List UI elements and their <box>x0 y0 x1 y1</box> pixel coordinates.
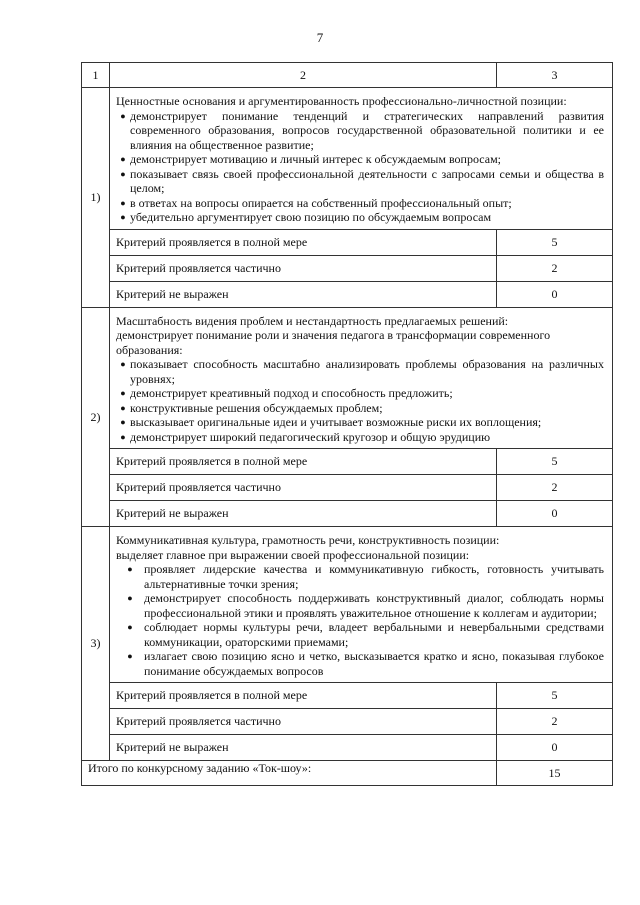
level-score: 0 <box>497 501 613 527</box>
criterion-bullet: ● демонстрирует понимание тенденций и стратегических направлений развития современного образования, вопросов государственной образовательной политики и ее влияния на общественное развитие; <box>116 109 604 153</box>
criteria-table <box>81 62 613 786</box>
level-label: Критерий проявляется в полной мере <box>110 683 497 709</box>
criterion-intro: Ценностные основания и аргументированность профессионально-личностной позиции: <box>116 94 567 108</box>
criterion-bullet: ● высказывает оригинальные идеи и учитывает возможные риски их воплощения; <box>116 415 604 430</box>
header-col-1: 1 <box>82 63 110 88</box>
bullet-icon: ● <box>127 593 133 603</box>
criterion-intro: выделяет главное при выражении своей профессиональной позиции: <box>116 547 470 562</box>
score-row <box>82 475 613 501</box>
total-score: 15 <box>497 761 613 786</box>
score-row <box>82 709 613 735</box>
level-score: 2 <box>497 709 613 735</box>
level-score: 2 <box>497 255 613 281</box>
bullet-icon: ● <box>127 622 133 632</box>
criterion-description <box>110 527 613 683</box>
criterion-bullet: ● показывает способность масштабно анализировать проблемы образования на различных уровнях; <box>116 357 604 386</box>
criterion-intro: Масштабность видения проблем и нестандартность предлагаемых решений: <box>116 313 509 328</box>
level-score: 5 <box>497 229 613 255</box>
page-number: 7 <box>316 30 324 45</box>
bullet-icon: ● <box>120 431 126 442</box>
level-label: Критерий не выражен <box>110 501 497 527</box>
criterion-description-row <box>82 88 613 230</box>
criterion-description-row <box>82 527 613 683</box>
criterion-bullet: ● в ответах на вопросы опирается на собственный профессиональный опыт; <box>116 196 604 211</box>
criterion-intro: Коммуникативная культура, грамотность речи, конструктивность позиции: <box>116 533 500 547</box>
total-label: Итого по конкурсному заданию «Ток-шоу»: <box>82 761 497 786</box>
score-row <box>82 229 613 255</box>
score-row <box>82 449 613 475</box>
level-label: Критерий проявляется частично <box>110 255 497 281</box>
level-label: Критерий не выражен <box>110 281 497 307</box>
criterion-bullet: ● демонстрирует креативный подход и способность предложить; <box>116 386 604 401</box>
level-label: Критерий проявляется в полной мере <box>110 229 497 255</box>
level-score: 0 <box>497 735 613 761</box>
score-row <box>82 255 613 281</box>
bullet-icon: ● <box>127 651 133 661</box>
score-row <box>82 683 613 709</box>
header-col-3: 3 <box>497 63 613 88</box>
criterion-bullet: ● соблюдает нормы культуры речи, владеет вербальными и невербальными средствами коммуникации, ораторскими приемами; <box>116 620 604 649</box>
criterion-bullet: ● проявляет лидерские качества и коммуникативную гибкость, готовность учитывать альтернативные точки зрения; <box>116 562 604 591</box>
level-score: 0 <box>497 281 613 307</box>
criterion-bullet: ● демонстрирует способность поддерживать конструктивный диалог, соблюдать нормы профессиональной этики и проявлять уважительное отношение к коллегам и аудитории; <box>116 591 604 620</box>
total-row <box>82 761 613 786</box>
criterion-bullet: ● демонстрирует широкий педагогический кругозор и общую эрудицию <box>116 430 604 445</box>
criterion-intro: демонстрирует понимание роли и значения педагога в трансформации современного образования: <box>116 328 551 357</box>
criterion-number: 1) <box>82 88 110 308</box>
criterion-bullet: ● излагает свою позицию ясно и четко, высказывается кратко и ясно, показывая глубокое понимание обсуждаемых вопросов <box>116 649 604 678</box>
score-row <box>82 281 613 307</box>
level-score: 5 <box>497 449 613 475</box>
criterion-number: 3) <box>82 527 110 761</box>
criterion-bullet: ● конструктивные решения обсуждаемых проблем; <box>116 401 604 416</box>
criterion-bullet: ● демонстрирует мотивацию и личный интерес к обсуждаемым вопросам; <box>116 152 604 167</box>
criterion-description <box>110 88 613 230</box>
level-label: Критерий не выражен <box>110 735 497 761</box>
header-col-2: 2 <box>110 63 497 88</box>
bullet-icon: ● <box>120 388 126 398</box>
bullet-icon: ● <box>120 359 126 369</box>
criterion-description <box>110 307 613 449</box>
level-label: Критерий проявляется частично <box>110 475 497 501</box>
bullet-icon: ● <box>120 154 126 164</box>
level-label: Критерий проявляется частично <box>110 709 497 735</box>
table-header-row <box>82 63 613 88</box>
bullet-icon: ● <box>120 197 126 208</box>
bullet-icon: ● <box>120 110 126 121</box>
bullet-icon: ● <box>120 212 126 222</box>
bullet-icon: ● <box>120 417 126 427</box>
bullet-icon: ● <box>120 168 126 179</box>
level-score: 5 <box>497 683 613 709</box>
level-score: 2 <box>497 475 613 501</box>
criterion-description-row <box>82 307 613 449</box>
level-label: Критерий проявляется в полной мере <box>110 449 497 475</box>
score-row <box>82 501 613 527</box>
criterion-bullet: ● показывает связь своей профессиональной деятельности с запросами семьи и общества в целом; <box>116 167 604 196</box>
bullet-icon: ● <box>120 402 126 413</box>
bullet-icon: ● <box>127 564 133 574</box>
criterion-bullet: ● убедительно аргументирует свою позицию по обсуждаемым вопросам <box>116 210 604 225</box>
score-row <box>82 735 613 761</box>
criterion-number: 2) <box>82 307 110 527</box>
